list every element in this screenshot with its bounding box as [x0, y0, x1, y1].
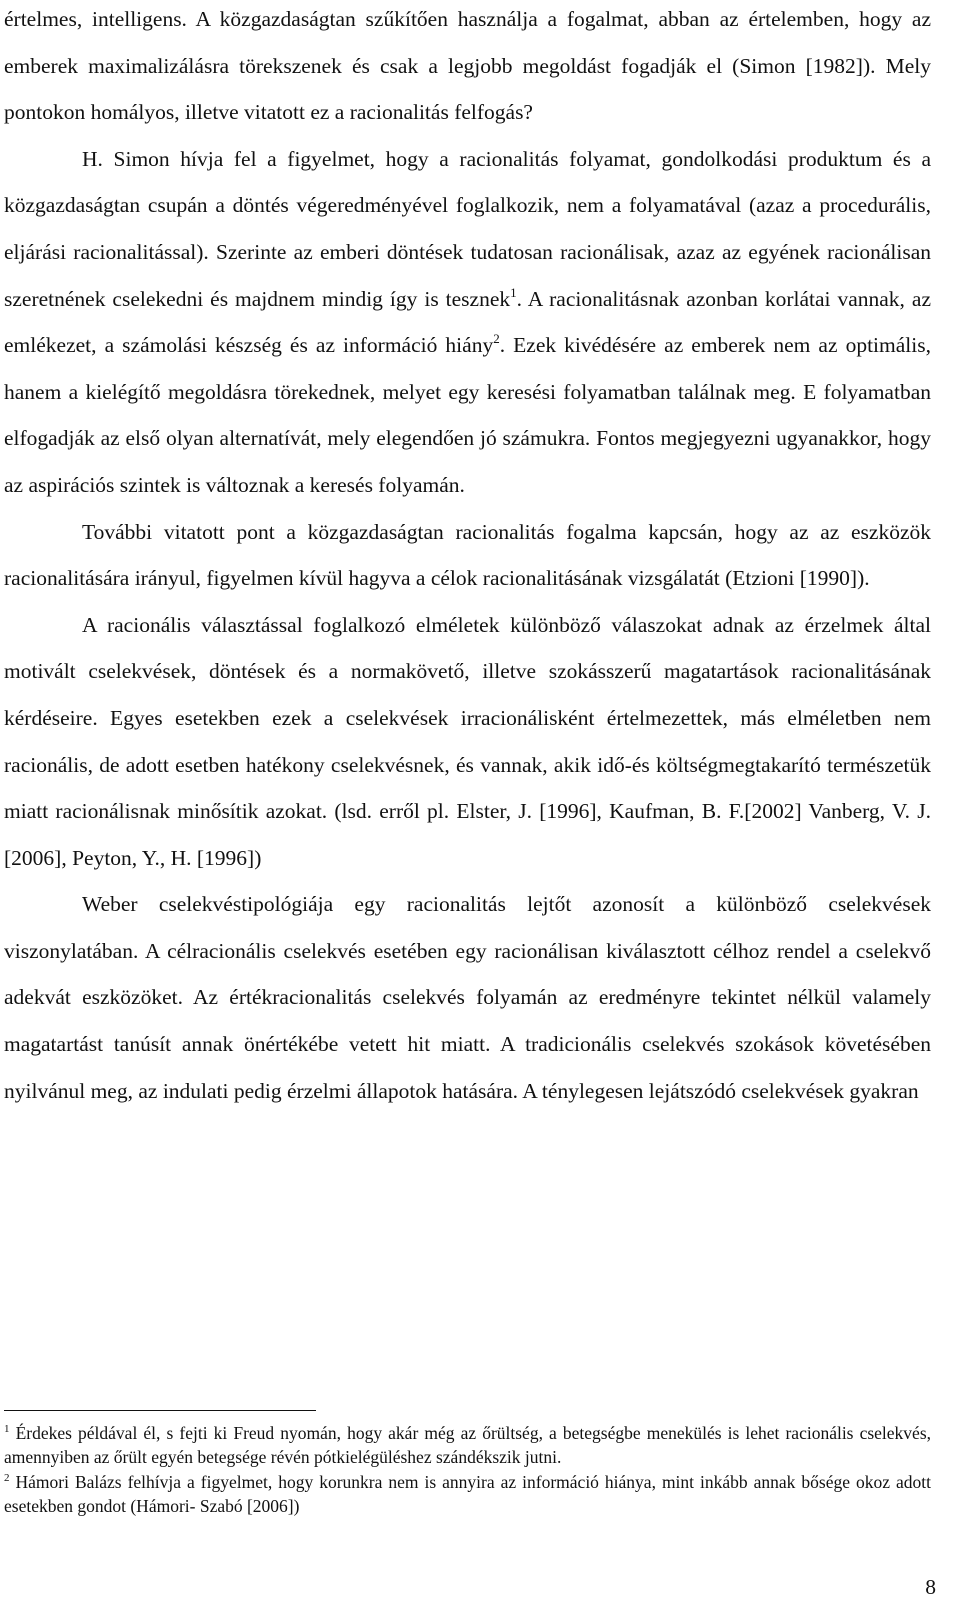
footnotes — [4, 1421, 931, 1519]
footnote-2 — [4, 1470, 931, 1519]
footnote-1 — [4, 1421, 931, 1470]
footnote-ref-1[interactable]: 1 — [510, 284, 517, 300]
paragraph-4: A racionális választással foglalkozó elméletek különböző válaszokat adnak az érzelmek által motivált cselekvések, döntések és a normakövető, illetve szokásszerű magatartások racionalitásának kérdéseire. Egyes esetekben ezek a cselekvések irracionálisként értelmezettek, más elméletben nem racionális, de adott esetben hatékony cselekvésnek, és vannak, akik idő-és költségmegtakarító természetük miatt racionálisnak minősítik azokat. (lsd. erről pl. Elster, J. [1996], Kaufman, B. F.[2002] Vanberg, V. J.[2006], Peyton, Y., H. [1996]) — [4, 612, 931, 870]
footnote-1-text: Érdekes példával él, s fejti ki Freud nyomán, hogy akár még az őrültség, a betegségbe menekülés is lehet racionális cselekvés, amennyiben az őrült egyén betegsége révén pótkielégüléshez szándékszik jutni. — [4, 1423, 932, 1468]
paragraph-5: Weber cselekvéstipológiája egy racionalitás lejtőt azonosít a különböző cselekvések viszonylatában. A célracionális cselekvés esetében egy racionálisan kiválasztott célhoz rendel a cselekvő adekvát eszközöket. Az értékracionalitás cselekvés folyamán az eredményre tekintet nélkül valamely magatartást tanúsít annak önértékébe vetett hit miatt. A tradicionális cselekvés szokások követésében nyilvánul meg, az indulati pedig érzelmi állapotok hatására. A ténylegesen lejátszódó cselekvések gyakran — [4, 892, 931, 1103]
paragraph-3: További vitatott pont a közgazdaságtan racionalitás fogalma kapcsán, hogy az az eszközök racionalitására irányul, figyelmen kívül hagyva a célok racionalitásának vizsgálatát (Etzioni [1990]). — [4, 519, 931, 591]
paragraph-2-part-b: . A racionalitásnak azonban korlátai vannak, az emlékezet, a számolási készség és az információ hiány — [4, 286, 931, 358]
footnote-marker-1: 1 — [4, 1423, 10, 1435]
paragraph-2-part-a: H. Simon hívja fel a figyelmet, hogy a racionalitás folyamat, gondolkodási produktum és a közgazdaságtan csupán a döntés végeredményével foglalkozik, nem a folyamatával (azaz a procedurális, eljárási racionalitással). Szerinte az emberi döntések tudatosan racionálisak, azaz az egyének racionálisan szeretnének cselekedni és majdnem mindig így is tesznek — [4, 146, 931, 311]
page-number: 8 — [925, 1575, 936, 1599]
footnote-ref-2[interactable]: 2 — [493, 331, 500, 347]
footnote-2-text: Hámori Balázs felhívja a figyelmet, hogy korunkra nem is annyira az információ hiánya, mint inkább annak bősége okoz adott esetekben gondot (Hámori- Szabó [2006]) — [4, 1471, 932, 1517]
footnote-separator — [4, 1410, 316, 1411]
paragraph-2-part-c: . Ezek kivédésére az emberek nem az optimális, hanem a kielégítő megoldásra törekednek, melyet egy keresési folyamatban találnak meg. E folyamatban elfogadják az első olyan alternatívát, mely elegendően jó számukra. Fontos megjegyezni ugyanakkor, hogy az aspirációs szintek is változnak a keresés folyamán. — [4, 333, 931, 497]
paragraph-2 — [4, 136, 931, 509]
paragraph-1: értelmes, intelligens. A közgazdaságtan szűkítően használja a fogalmat, abban az értelemben, hogy az emberek maximalizálásra törekszenek és csak a legjobb megoldást fogadják el (Simon [1982]). Mely pontokon homályos, illetve vitatott ez a racionalitás felfogás? — [4, 7, 931, 125]
footnote-marker-2: 2 — [4, 1471, 10, 1484]
body-text — [4, 0, 931, 1114]
